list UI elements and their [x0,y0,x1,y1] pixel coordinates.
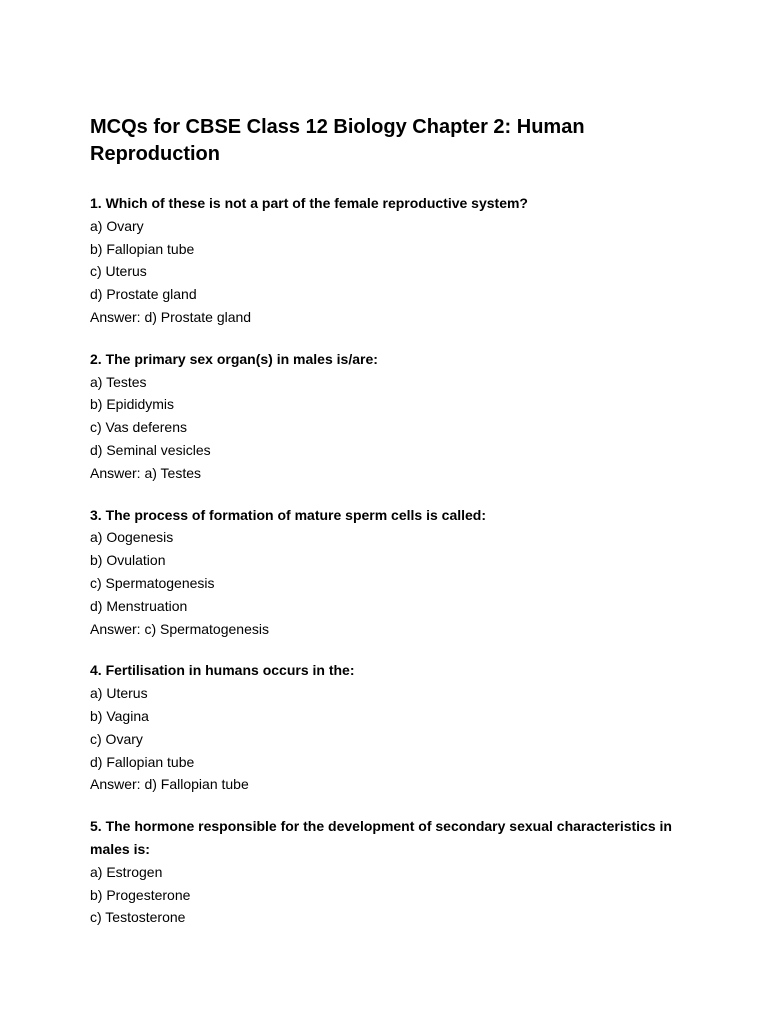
answer-text: Answer: d) Prostate gland [90,308,252,325]
question-4 [90,659,690,796]
option-a: a) Ovary [90,217,144,234]
option-a: a) Uterus [90,685,148,702]
question-2 [90,348,690,485]
question-5 [90,815,690,929]
question-text: 1. Which of these is not a part of the female reproductive system? [90,195,528,211]
option-b: b) Ovulation [90,552,166,569]
option-c: c) Testosterone [90,909,186,926]
question-text: 4. Fertilisation in humans occurs in the: [90,662,355,679]
question-text: 5. The hormone responsible for the development of secondary sexual characteristics in males is: [90,818,672,857]
option-d: d) Seminal vesicles [90,441,211,458]
question-text: 3. The process of formation of mature sperm cells is called: [90,506,487,523]
option-d: d) Fallopian tube [90,753,195,770]
question-text: 2. The primary sex organ(s) in males is/are: [90,350,378,367]
option-c: c) Spermatogenesis [90,574,215,591]
option-d: d) Prostate gland [90,286,197,303]
option-c: c) Uterus [90,263,147,280]
option-a: a) Estrogen [90,863,163,880]
question-1 [90,192,690,329]
option-b: b) Epididymis [90,396,175,413]
option-b: b) Progesterone [90,886,191,903]
option-c: c) Ovary [90,730,143,747]
document-page [90,114,690,948]
option-d: d) Menstruation [90,597,188,614]
option-a: a) Testes [90,373,147,390]
option-c: c) Vas deferens [90,419,188,436]
answer-text: Answer: c) Spermatogenesis [90,620,269,637]
option-b: b) Fallopian tube [90,240,195,257]
answer-text: Answer: a) Testes [90,464,202,481]
answer-text: Answer: d) Fallopian tube [90,776,249,793]
document-title: MCQs for CBSE Class 12 Biology Chapter 2: Human Reproduction [90,116,585,165]
option-b: b) Vagina [90,707,149,724]
question-3 [90,504,690,641]
option-a: a) Oogenesis [90,529,174,546]
